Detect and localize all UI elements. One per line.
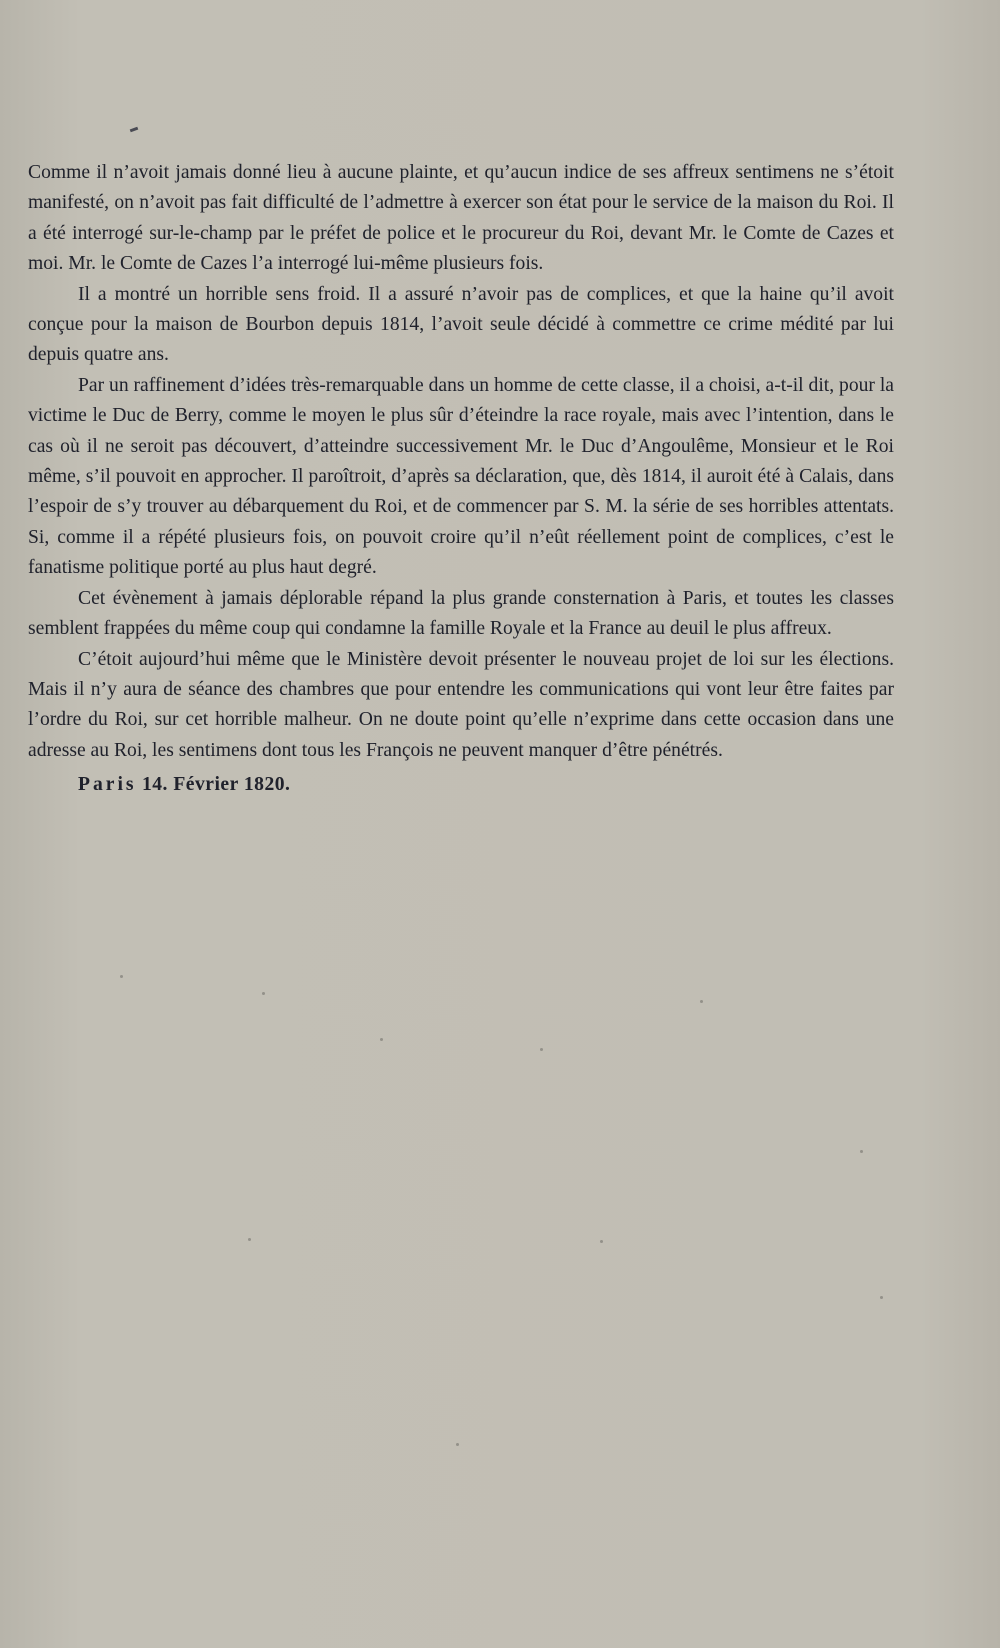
paragraph-3: Par un raffinement d’idées très-remarquable dans un homme de cette classe, il a choisi, a-t-il dit, pour la victime le Duc de Berry, comme le moyen le plus sûr d’éteindre la race royale, mais avec l’intention, dans le cas où il ne seroit pas découvert, d’atteindre successivement Mr. le Duc d’Angoulême, Monsieur et le Roi même, s’il pouvoit en approcher. Il paroîtroit, d’après sa déclaration, que, dès 1814, il auroit été à Calais, dans l’espoir de s’y trouver au débarquement du Roi, et de commencer par S. M. la série de ses horribles attentats. Si, comme il a répété plusieurs fois, on pouvoit croire qu’il n’eût réellement point de complices, c’est le fanatisme politique porté au plus haut degré.: [28, 374, 894, 579]
paragraph-1: Comme il n’avoit jamais donné lieu à aucune plainte, et qu’aucun indice de ses affreux sentimens ne s’étoit manifesté, on n’avoit pas fait difficulté de l’admettre à exercer son état pour le service de la maison du Roi. Il a été interrogé sur-le-champ par le préfet de police et le procureur du Roi, devant Mr. le Comte de Cazes et moi. Mr. le Comte de Cazes l’a interrogé lui-même plusieurs fois.: [28, 162, 894, 275]
dateline-place: Paris: [78, 774, 137, 796]
paper-speck: [600, 1240, 603, 1243]
paragraph-2: Il a montré un horrible sens froid. Il a assuré n’avoir pas de complices, et que la haine qu’il avoit conçue pour la maison de Bourbon depuis 1814, l’avoit seule décidé à commettre ce crime médité par lui depuis quatre ans.: [28, 283, 894, 366]
paper-speck: [880, 1296, 883, 1299]
paper-speck: [380, 1038, 383, 1041]
dateline-date: 14. Février 1820.: [141, 774, 291, 796]
paragraph-4: Cet évènement à jamais déplorable répand la plus grande consternation à Paris, et toutes les classes semblent frappées du même coup qui condamne la famille Royale et la France au deuil le plus affreux.: [28, 587, 894, 640]
paper-speck: [262, 992, 265, 995]
paper-speck: [120, 975, 123, 978]
paper-speck: [700, 1000, 703, 1003]
paragraph-5: C’étoit aujourd’hui même que le Ministère devoit présenter le nouveau projet de loi sur les élections. Mais il n’y aura de séance des chambres que pour entendre les communications qui vont leur être faites par l’ordre du Roi, sur cet horrible malheur. On ne doute point qu’elle n’exprime dans cette occasion dans une adresse au Roi, les sentimens dont tous les François ne peuvent manquer d’être pénétrés.: [28, 648, 894, 761]
paper-speck: [540, 1048, 543, 1051]
dateline: [28, 770, 894, 800]
paper-speck: [456, 1443, 459, 1446]
ink-mark: [130, 127, 139, 133]
letter-body: [28, 158, 894, 801]
paper-speck: [860, 1150, 863, 1153]
paper-speck: [248, 1238, 251, 1241]
